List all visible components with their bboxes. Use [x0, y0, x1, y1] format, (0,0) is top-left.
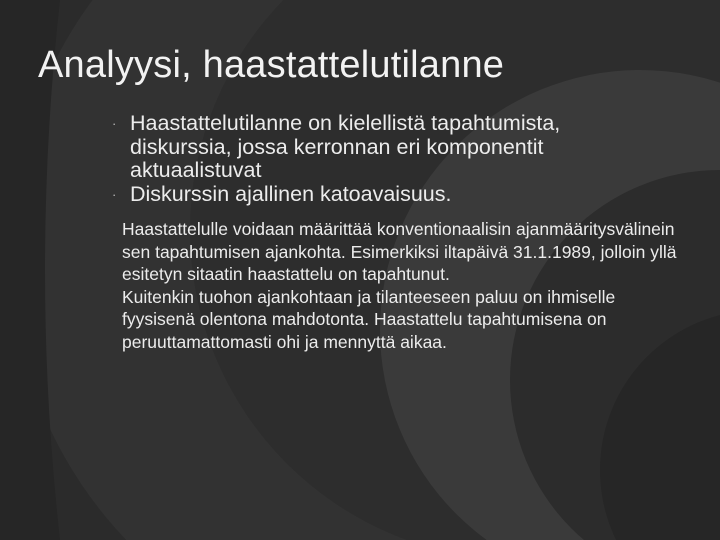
sub-bullet-item — [0, 286, 692, 354]
bullet-text: Diskurssin ajallinen katoavaisuus. — [130, 181, 452, 206]
slide-title: Analyysi, haastattelutilanne — [38, 44, 505, 86]
bullet-text: Haastattelutilanne on kielellistä tapahtumista, diskurssia, jossa kerronnan eri komponentit aktuaalistuvat — [130, 111, 561, 182]
bullet-item — [0, 183, 630, 207]
bullet-item — [0, 112, 630, 183]
sub-bullet-text: Haastattelulle voidaan määrittää konventionaalisin ajanmääritysvälinein sen tapahtumisen ajankohta. Esimerkiksi iltapäivä 31.1.1989, jolloin yllä esitetyn sitaatin haastattelu on tapahtunut. — [122, 219, 677, 284]
bullet-dot-icon: · — [112, 186, 117, 202]
sub-bullet-text: Kuitenkin tuohon ajankohtaan ja tilanteeseen paluu on ihmiselle fyysisenä olentona mahdotonta. Haastattelu tapahtumisena on peruuttamattomasti ohi ja mennyttä aikaa. — [122, 286, 616, 352]
bullet-dot-icon: · — [112, 116, 117, 131]
sub-bullet-item — [0, 218, 692, 286]
slide-content — [0, 112, 720, 353]
